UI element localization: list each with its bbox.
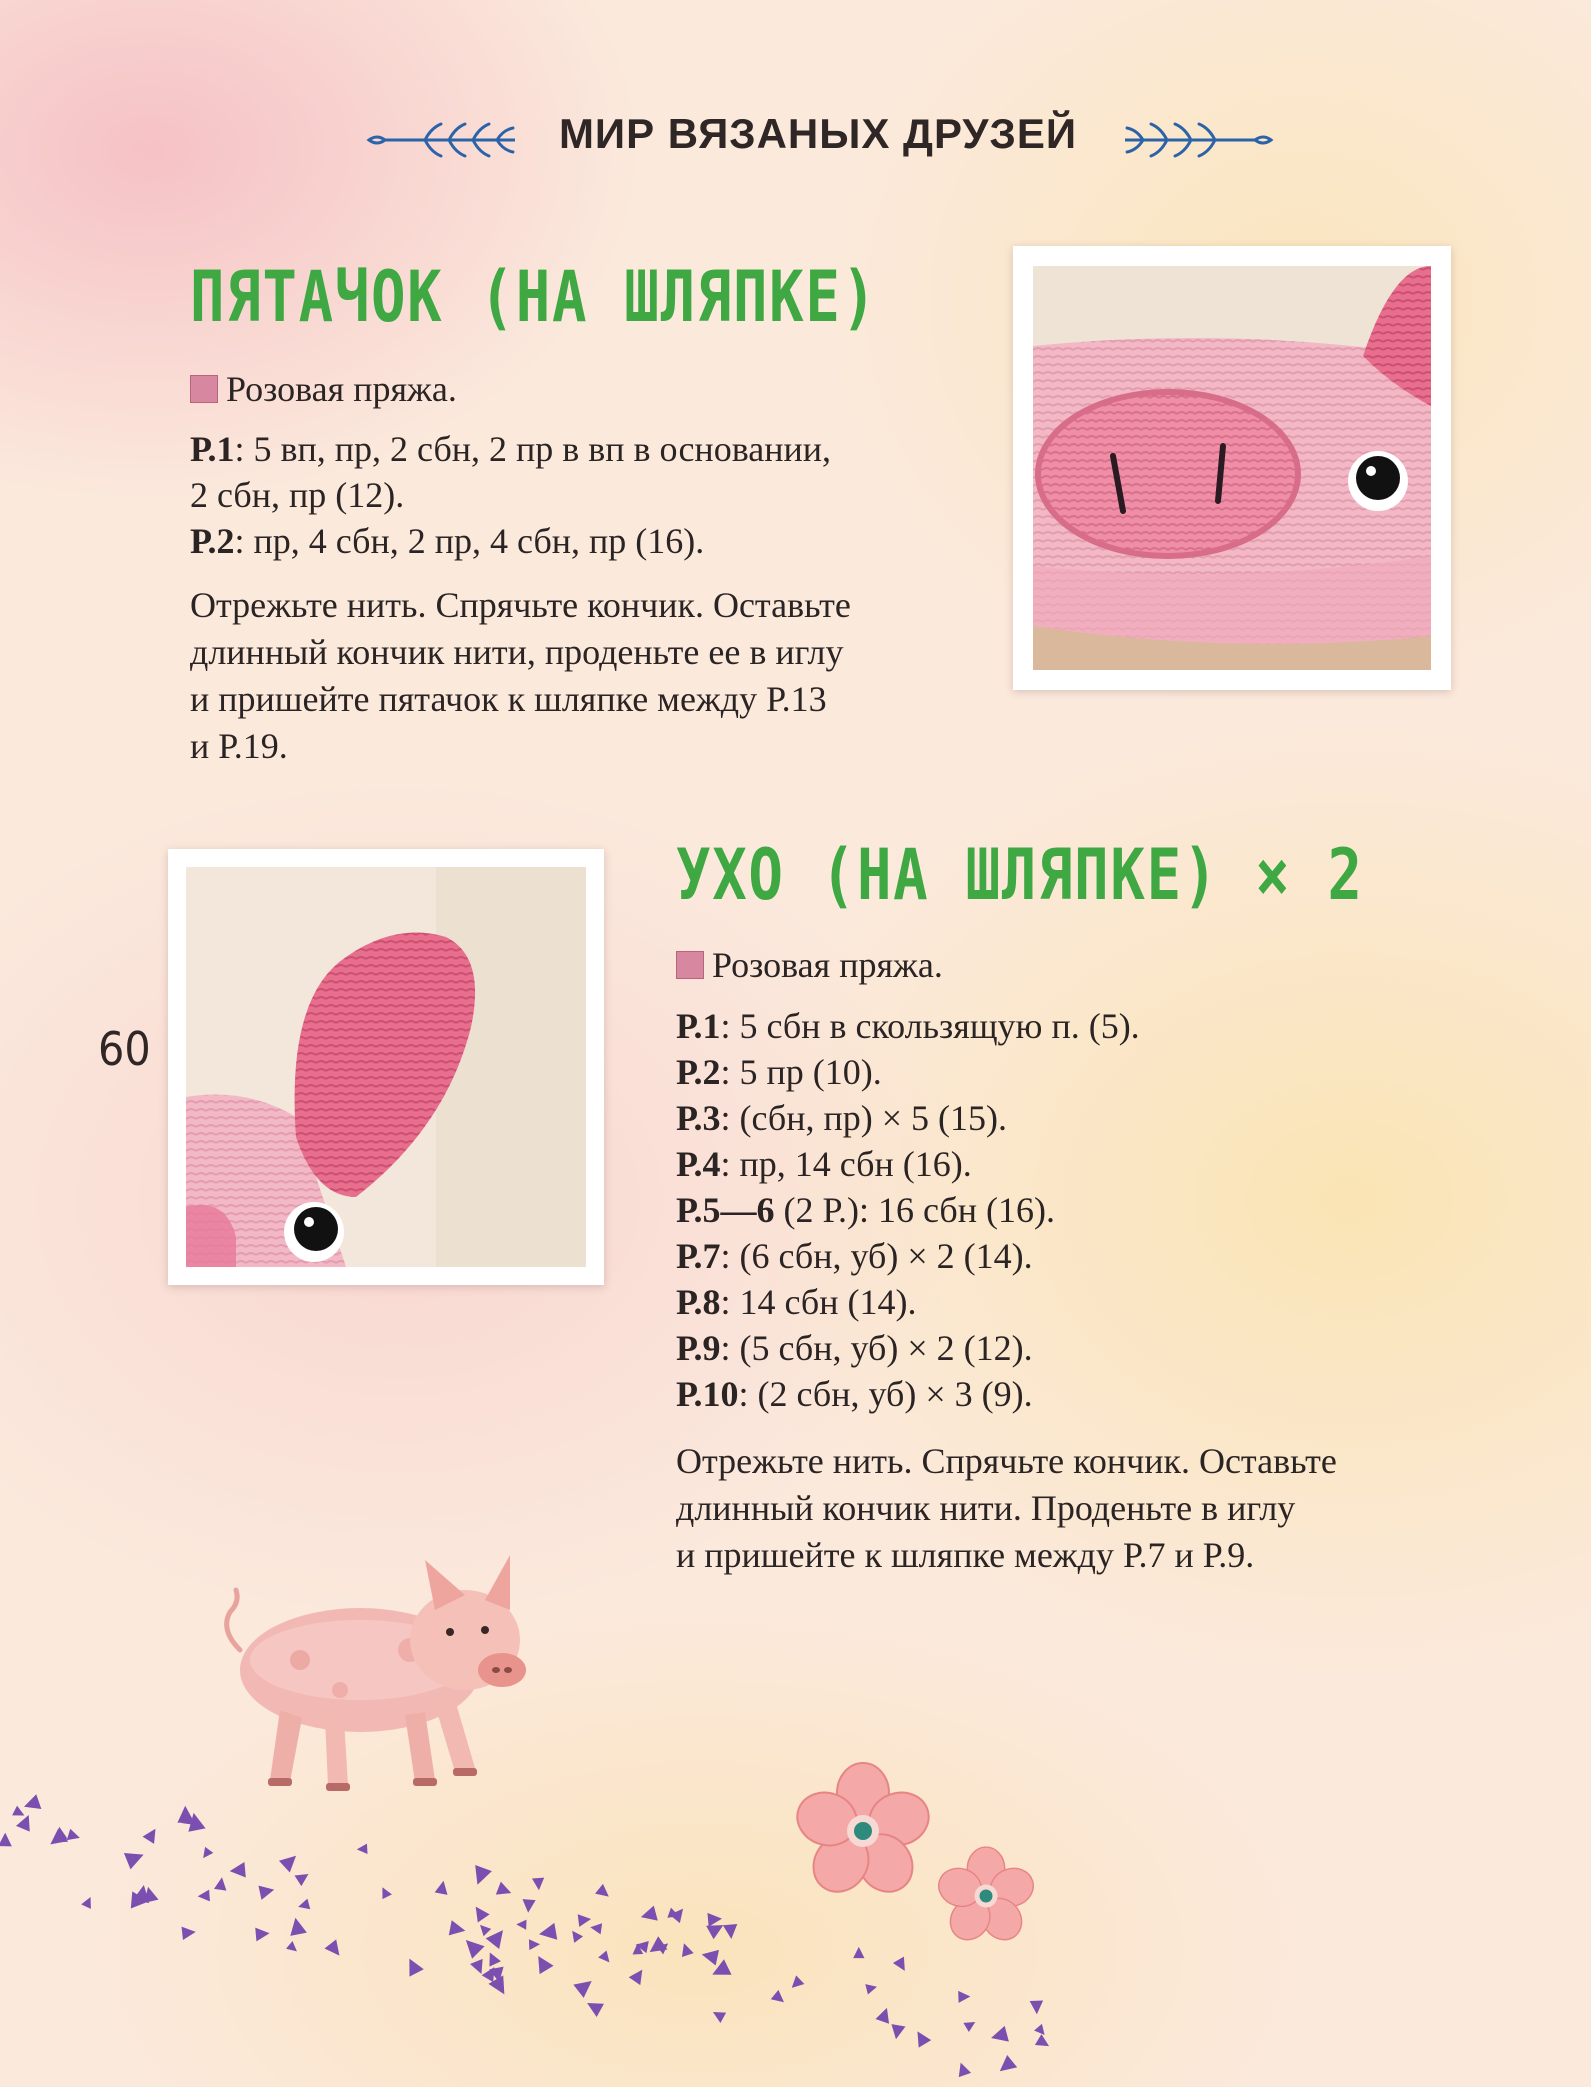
- confetti-triangle: [21, 1794, 41, 1814]
- confetti-triangle: [197, 1890, 210, 1903]
- snout-photo: [1033, 266, 1431, 670]
- pattern-row: Р.10: (2 сбн, уб) × 3 (9).: [676, 1374, 1033, 1414]
- running-header-title: МИР ВЯЗАНЫХ ДРУЗЕЙ: [558, 110, 1078, 157]
- confetti-triangle: [568, 1928, 583, 1943]
- snout-photo-frame: [1013, 246, 1451, 690]
- confetti-triangle: [583, 1996, 604, 2017]
- pattern-row: 2 сбн, пр (12).: [190, 475, 405, 515]
- confetti-triangle: [911, 2028, 931, 2048]
- confetti-triangle: [469, 1865, 492, 1888]
- confetti-triangle: [989, 2026, 1009, 2046]
- confetti-triangle: [378, 1885, 392, 1899]
- confetti-triangle: [229, 1862, 246, 1879]
- snout-instructions: Отрежьте нить. Спрячьте кончик. Оставьте длинный кончик нити, проденьте ее в иглу и пришейте пятачок к шляпке между Р.13 и Р.19.: [190, 585, 851, 766]
- confetti-triangle: [67, 1829, 82, 1844]
- confetti-triangle: [629, 1966, 648, 1985]
- confetti-triangle: [470, 1903, 490, 1923]
- confetti-triangle: [639, 1906, 658, 1925]
- pattern-row: Р.5—6 (2 Р.): 16 сбн (16).: [676, 1190, 1055, 1230]
- confetti-triangle: [81, 1895, 95, 1909]
- confetti-triangle: [771, 1990, 788, 2007]
- pattern-row: Р.4: пр, 14 сбн (16).: [676, 1144, 972, 1184]
- confetti-triangle: [723, 1924, 739, 1940]
- ear-instructions: Отрежьте нить. Спрячьте кончик. Оставьте длинный кончик нити. Проденьте в иглу и пришейте к шляпке между Р.7 и Р.9.: [676, 1441, 1337, 1575]
- confetti-triangle: [595, 1884, 613, 1902]
- confetti-triangle: [356, 1844, 367, 1855]
- confetti-triangle: [124, 1846, 147, 1869]
- confetti-triangle: [297, 1899, 311, 1913]
- leaf-branch-ornament-left-icon: [365, 116, 525, 160]
- leaf-branch-ornament-right-icon: [1115, 116, 1275, 160]
- yarn-label: Розовая пряжа.: [226, 369, 457, 409]
- confetti-triangle: [258, 1883, 275, 1900]
- confetti-triangle: [279, 1850, 302, 1873]
- ear-yarn-line: [676, 944, 943, 986]
- confetti-triangle: [875, 2005, 893, 2023]
- confetti-triangle: [529, 1939, 540, 1950]
- confetti-triangle: [889, 2024, 905, 2040]
- confetti-triangle: [1030, 2001, 1044, 2015]
- confetti-triangle: [538, 1923, 558, 1943]
- pattern-row: Р.8: 14 сбн (14).: [676, 1282, 917, 1322]
- confetti-triangle: [893, 1957, 910, 1974]
- ear-section-title: УХО (НА ШЛЯПКЕ) × 2: [676, 834, 1364, 916]
- pattern-row: Р.2: 5 пр (10).: [676, 1052, 882, 1092]
- confetti-triangle: [700, 1947, 719, 1966]
- snout-section-title: ПЯТАЧОК (НА ШЛЯПКЕ): [190, 256, 878, 338]
- confetti-triangle: [255, 1926, 270, 1941]
- confetti-triangle: [287, 1916, 307, 1936]
- ear-photo-frame: [168, 849, 604, 1285]
- confetti-triangle: [995, 2055, 1017, 2077]
- pattern-row: Р.3: (сбн, пр) × 5 (15).: [676, 1098, 1008, 1138]
- confetti-triangle: [865, 1982, 878, 1995]
- confetti-triangle: [476, 1921, 491, 1936]
- confetti-triangle: [573, 1974, 597, 1998]
- snout-yarn-line: [190, 368, 457, 410]
- snout-rows: [190, 426, 950, 564]
- pattern-row: Р.7: (6 сбн, уб) × 2 (14).: [676, 1236, 1033, 1276]
- pattern-row: Р.1: 5 вп, пр, 2 сбн, 2 пр в вп в основании,: [190, 429, 831, 469]
- confetti-decoration: [0, 1740, 1100, 2087]
- confetti-triangle: [286, 1941, 300, 1955]
- confetti-triangle: [963, 2017, 978, 2032]
- confetti-triangle: [955, 2061, 972, 2078]
- confetti-triangle: [678, 1941, 694, 1957]
- confetti-triangle: [516, 1919, 526, 1929]
- confetti-triangle: [435, 1880, 450, 1895]
- yarn-color-swatch: [676, 951, 704, 979]
- confetti-triangle: [958, 1991, 970, 2003]
- confetti-triangle: [707, 1912, 722, 1927]
- confetti-triangle: [143, 1825, 162, 1844]
- confetti-triangle: [295, 1869, 312, 1886]
- confetti-triangle: [1035, 2034, 1052, 2051]
- confetti-triangle: [496, 1882, 514, 1900]
- yarn-label: Розовая пряжа.: [712, 945, 943, 985]
- confetti-triangle: [788, 1975, 805, 1992]
- pattern-row: Р.9: (5 сбн, уб) × 2 (12).: [676, 1328, 1033, 1368]
- confetti-triangle: [484, 1950, 501, 1967]
- confetti-triangle: [710, 2007, 726, 2023]
- confetti-triangle: [182, 1925, 197, 1940]
- confetti-triangle: [12, 1806, 27, 1821]
- confetti-triangle: [598, 1950, 613, 1965]
- confetti-triangle: [532, 1878, 545, 1891]
- confetti-triangle: [460, 1934, 485, 1959]
- confetti-triangle: [449, 1920, 467, 1938]
- page-header: [0, 108, 1591, 168]
- confetti-triangle: [522, 1899, 536, 1913]
- confetti-triangle: [578, 1913, 592, 1927]
- confetti-triangle: [325, 1939, 346, 1960]
- confetti-triangle: [177, 1805, 194, 1822]
- confetti-triangle: [853, 1947, 864, 1958]
- confetti-triangle: [708, 1959, 731, 1982]
- confetti-triangle: [402, 1955, 424, 1977]
- confetti-triangle: [531, 1952, 553, 1974]
- confetti-triangle: [214, 1876, 228, 1890]
- confetti-triangle: [0, 1832, 12, 1846]
- yarn-color-swatch: [190, 375, 218, 403]
- pattern-row: Р.2: пр, 4 сбн, 2 пр, 4 сбн, пр (16).: [190, 521, 705, 561]
- ear-photo: [186, 867, 586, 1267]
- pattern-row: Р.1: 5 сбн в скользящую п. (5).: [676, 1006, 1140, 1046]
- ear-rows: [676, 1003, 1396, 1417]
- confetti-triangle: [199, 1847, 213, 1861]
- confetti-triangle: [589, 1922, 602, 1935]
- page-number: 60: [98, 1022, 151, 1076]
